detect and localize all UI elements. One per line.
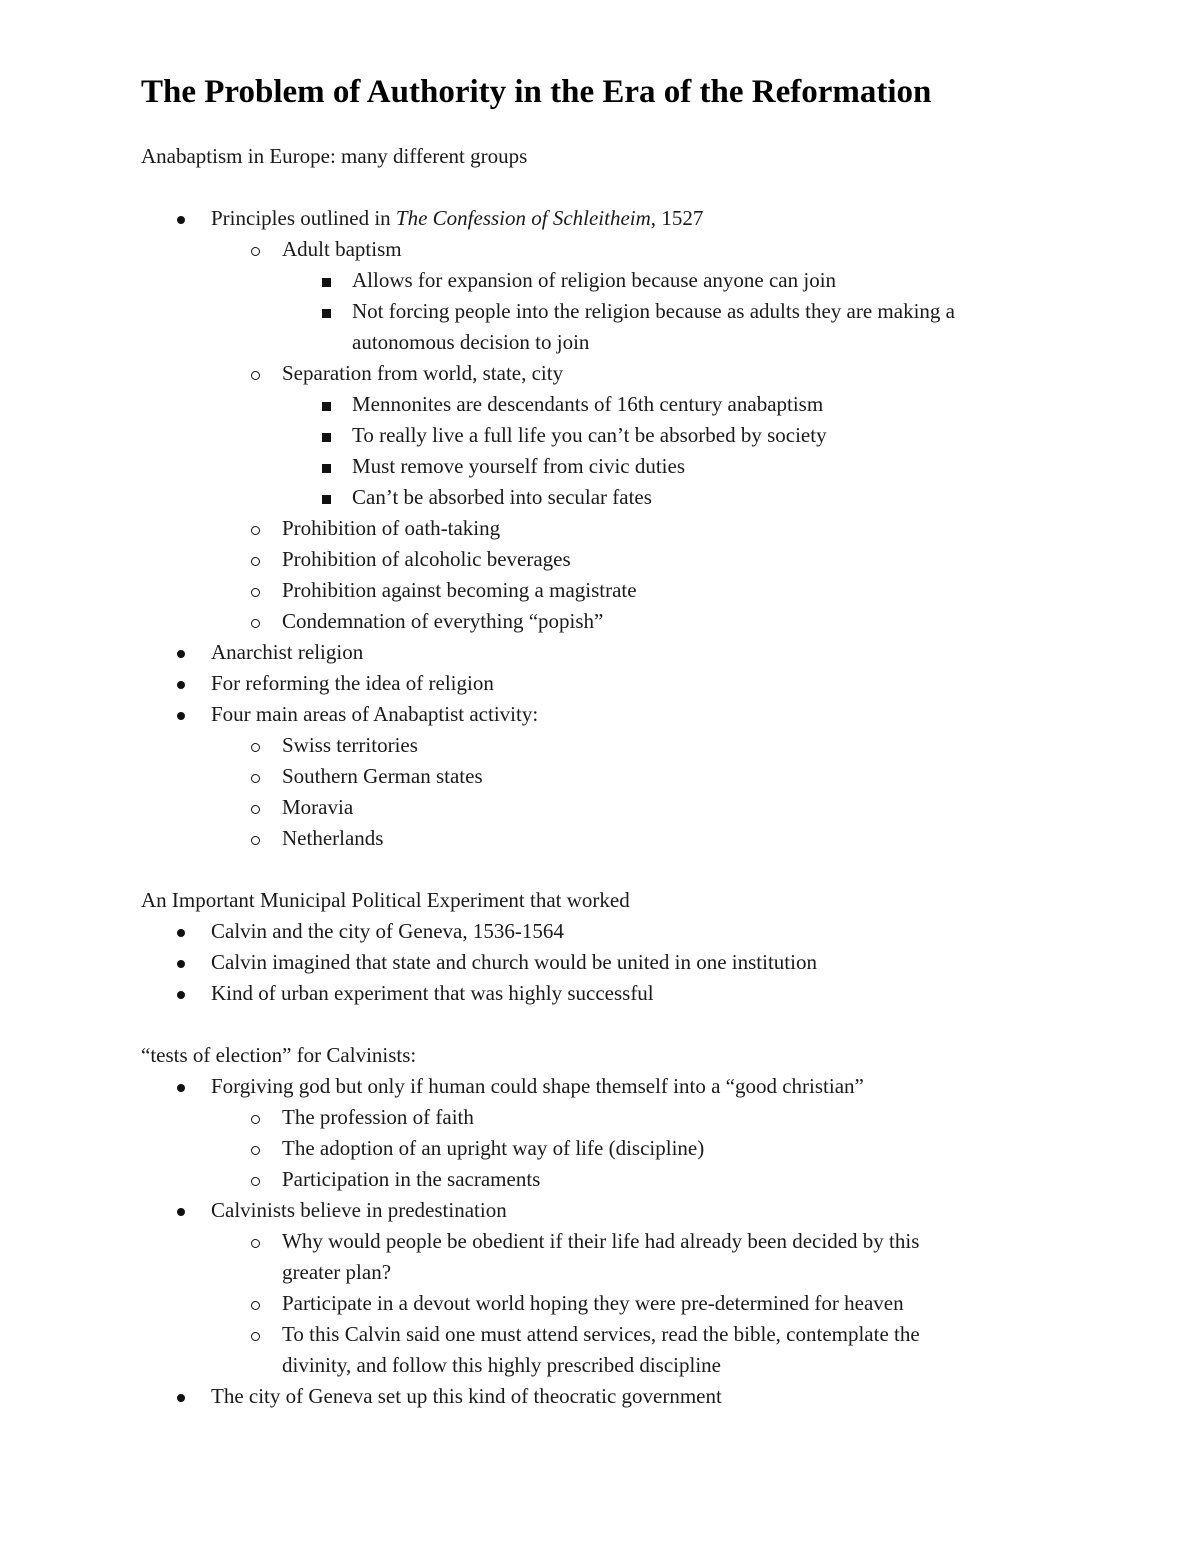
list-item-calvin-said: To this Calvin said one must attend services, read the bible, contemplate the	[282, 1322, 920, 1346]
bullet-filled-icon	[171, 1381, 191, 1412]
bullet-open-icon	[245, 1164, 265, 1195]
bullet-open-icon	[245, 1288, 265, 1319]
list-item-devout-world: Participate in a devout world hoping they were pre-determined for heaven	[282, 1291, 904, 1315]
page-title: The Problem of Authority in the Era of the Reformation	[141, 74, 932, 110]
bullet-square-icon	[316, 420, 336, 451]
bullet-open-icon	[245, 761, 265, 792]
list-item-state-church: Calvin imagined that state and church would be united in one institution	[211, 950, 817, 974]
confession-title: The Confession of Schleitheim,	[395, 206, 657, 230]
bullet-filled-icon	[171, 637, 191, 668]
bullet-open-icon	[245, 234, 265, 265]
bullet-filled-icon	[171, 978, 191, 1009]
list-item-full-life: To really live a full life you can’t be absorbed by society	[352, 423, 827, 447]
list-item-expansion: Allows for expansion of religion because anyone can join	[352, 268, 837, 292]
bullet-filled-icon	[171, 699, 191, 730]
list-item-four-areas: Four main areas of Anabaptist activity:	[211, 702, 539, 726]
bullet-open-icon	[245, 544, 265, 575]
list-item-oath: Prohibition of oath-taking	[282, 516, 501, 540]
list-item-anarchist: Anarchist religion	[211, 640, 364, 664]
section-heading-tests-of-election: “tests of election” for Calvinists:	[141, 1043, 417, 1067]
bullet-filled-icon	[171, 916, 191, 947]
bullet-open-icon	[245, 1133, 265, 1164]
list-item-upright-life: The adoption of an upright way of life (discipline)	[282, 1136, 705, 1160]
principles-prefix: Principles outlined in	[211, 206, 396, 230]
bullet-open-icon	[245, 1319, 265, 1350]
list-item-reforming: For reforming the idea of religion	[211, 671, 494, 695]
bullet-square-icon	[316, 265, 336, 296]
bullet-square-icon	[316, 389, 336, 420]
bullet-filled-icon	[171, 1071, 191, 1102]
bullet-open-icon	[245, 823, 265, 854]
bullet-filled-icon	[171, 668, 191, 699]
list-item-swiss: Swiss territories	[282, 733, 418, 757]
list-item-not-forcing: Not forcing people into the religion because as adults they are making a	[352, 299, 955, 323]
list-item-predestination: Calvinists believe in predestination	[211, 1198, 507, 1222]
bullet-open-icon	[245, 606, 265, 637]
list-item-magistrate: Prohibition against becoming a magistrate	[282, 578, 637, 602]
bullet-open-icon	[245, 1102, 265, 1133]
principles-suffix: 1527	[656, 206, 704, 230]
list-item-netherlands: Netherlands	[282, 826, 384, 850]
bullet-filled-icon	[171, 947, 191, 978]
list-item-civic-duties: Must remove yourself from civic duties	[352, 454, 686, 478]
bullet-open-icon	[245, 358, 265, 389]
list-item-not-forcing-continued: autonomous decision to join	[352, 330, 590, 354]
bullet-open-icon	[245, 1226, 265, 1257]
list-item-profession: The profession of faith	[282, 1105, 474, 1129]
list-item-obedient: Why would people be obedient if their life had already been decided by this	[282, 1229, 920, 1253]
bullet-open-icon	[245, 575, 265, 606]
list-item-secular-fates: Can’t be absorbed into secular fates	[352, 485, 652, 509]
list-item-popish: Condemnation of everything “popish”	[282, 609, 604, 633]
bullet-filled-icon	[171, 203, 191, 234]
section-heading-anabaptism: Anabaptism in Europe: many different groups	[141, 144, 528, 168]
list-item-moravia: Moravia	[282, 795, 354, 819]
list-item-german: Southern German states	[282, 764, 483, 788]
bullet-open-icon	[245, 792, 265, 823]
section-heading-municipal: An Important Municipal Political Experiment that worked	[141, 888, 630, 912]
bullet-open-icon	[245, 513, 265, 544]
list-item-forgiving-god: Forgiving god but only if human could shape themself into a “good christian”	[211, 1074, 864, 1098]
list-item-separation: Separation from world, state, city	[282, 361, 564, 385]
list-item-theocratic: The city of Geneva set up this kind of theocratic government	[211, 1384, 722, 1408]
list-item-calvin-geneva: Calvin and the city of Geneva, 1536-1564	[211, 919, 564, 943]
list-item-calvin-said-continued: divinity, and follow this highly prescribed discipline	[282, 1353, 721, 1377]
bullet-open-icon	[245, 730, 265, 761]
list-item-alcohol: Prohibition of alcoholic beverages	[282, 547, 571, 571]
list-item-adult-baptism: Adult baptism	[282, 237, 402, 261]
list-item-sacraments: Participation in the sacraments	[282, 1167, 541, 1191]
list-item-principles	[211, 203, 703, 234]
list-item-urban-experiment: Kind of urban experiment that was highly successful	[211, 981, 654, 1005]
bullet-square-icon	[316, 296, 336, 327]
list-item-mennonites: Mennonites are descendants of 16th century anabaptism	[352, 392, 824, 416]
bullet-filled-icon	[171, 1195, 191, 1226]
bullet-square-icon	[316, 451, 336, 482]
list-item-obedient-continued: greater plan?	[282, 1260, 392, 1284]
bullet-square-icon	[316, 482, 336, 513]
